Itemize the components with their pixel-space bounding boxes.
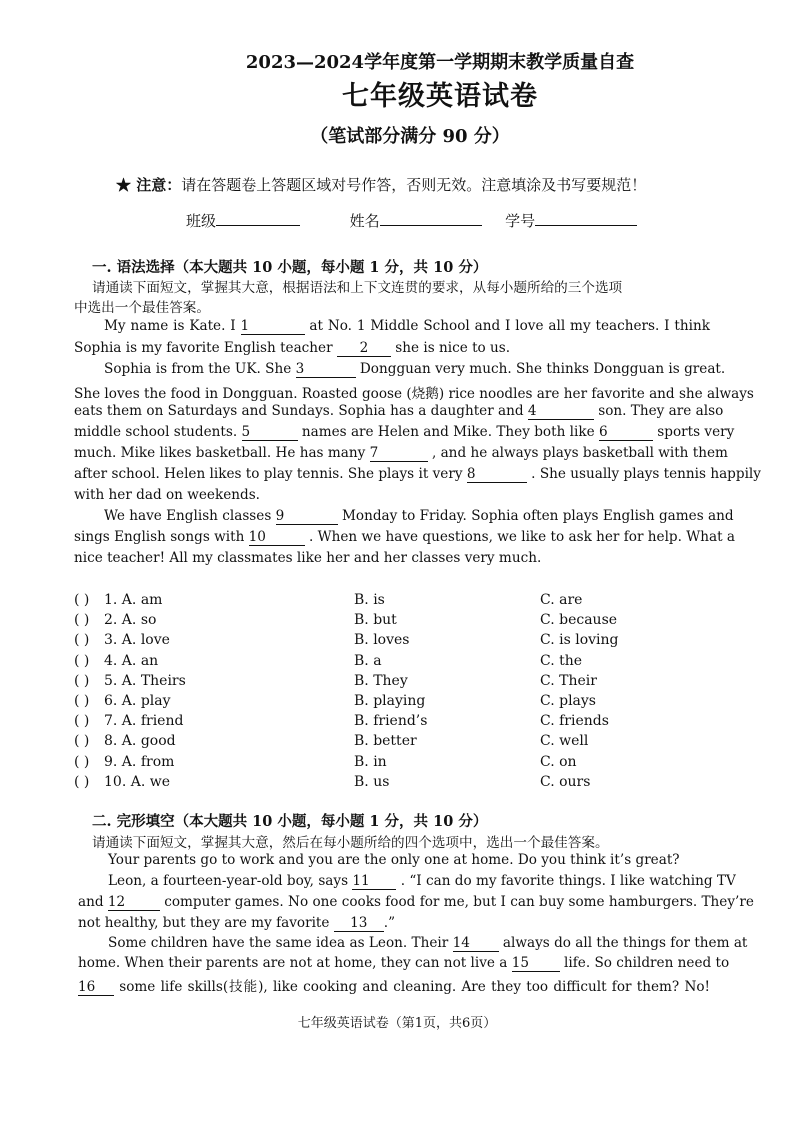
blank-6[interactable]: 6 <box>599 424 653 441</box>
passage1-line <box>74 340 710 357</box>
number-field-line[interactable] <box>535 211 637 226</box>
option-row <box>74 774 714 794</box>
option-c: C. the <box>540 652 583 669</box>
passage-text: Dongguan very much. She thinks Dongguan is great. <box>359 361 726 377</box>
option-c: C. because <box>540 612 618 629</box>
option-a: 4. A. an <box>104 652 159 669</box>
option-c: C. plays <box>540 693 596 709</box>
exam-year-heading: 2023—2024学年度第一学期期末教学质量自查 <box>245 52 635 73</box>
passage2-line <box>74 466 761 483</box>
passage-text: Sophia is my favorite English teacher <box>74 340 333 356</box>
passage2-line <box>74 403 724 420</box>
page-footer: 七年级英语试卷（第1页，共6页） <box>297 1016 497 1031</box>
option-a: 6. A. play <box>104 693 171 709</box>
passage-text: son. They are also <box>598 403 724 419</box>
passage4-line <box>108 935 748 952</box>
passage-text: after school. Helen likes to play tennis. She plays it very <box>74 466 463 482</box>
option-a: 9. A. from <box>104 753 175 770</box>
passage4-line <box>78 894 754 911</box>
passage-text: eats them on Saturdays and Sundays. Sophia has a daughter and <box>74 403 524 419</box>
passage4-line <box>78 915 710 932</box>
blank-10[interactable]: 10 <box>249 529 305 546</box>
option-c: C. ours <box>540 773 591 790</box>
passage-text: . When we have questions, we like to ask her for help. What a <box>308 529 735 545</box>
blank-4[interactable]: 4 <box>528 403 594 420</box>
blank-12[interactable]: 12 <box>108 894 160 911</box>
passage-text: and <box>78 894 104 910</box>
option-c: C. on <box>540 753 577 770</box>
passage-text: she is nice to us. <box>395 340 511 356</box>
passage-text: computer games. No one cooks food for me, but I can buy some hamburgers. They’re <box>164 894 754 910</box>
blank-16[interactable]: 16 <box>78 979 114 996</box>
passage-text: Leon, a fourteen-year-old boy, says <box>108 873 349 889</box>
option-row <box>74 754 714 774</box>
option-a: 10. A. we <box>104 773 170 790</box>
option-row <box>74 592 714 612</box>
answer-paren[interactable]: ( ) <box>74 672 90 689</box>
passage-text: My name is Kate. I <box>104 318 236 334</box>
option-b: B. loves <box>354 632 410 649</box>
option-row <box>74 653 714 673</box>
answer-paren[interactable]: ( ) <box>74 713 90 730</box>
option-a: 7. A. friend <box>104 713 184 730</box>
option-a: 5. A. Theirs <box>104 672 186 689</box>
option-b: B. but <box>354 612 397 629</box>
option-row <box>74 632 714 652</box>
answer-paren[interactable]: ( ) <box>74 773 90 790</box>
option-row <box>74 673 714 693</box>
passage-text: Monday to Friday. Sophia often plays English games and <box>341 508 734 524</box>
section1-instruction-2: 中选出一个最佳答案。 <box>74 300 210 316</box>
class-field-label: 班级 <box>186 212 217 230</box>
passage-text: at No. 1 Middle School and I love all my teachers. I think <box>309 318 710 334</box>
blank-14[interactable]: 14 <box>453 935 499 952</box>
passage-text: Sophia is from the UK. She <box>104 361 292 377</box>
section2-instruction: 请通读下面短文，掌握其大意，然后在每小题所给的四个选项中，选出一个最佳答案。 <box>92 835 609 851</box>
blank-9[interactable]: 9 <box>276 508 338 525</box>
passage-text: life. So children need to <box>564 955 730 971</box>
option-b: B. friend’s <box>354 713 428 730</box>
answer-paren[interactable]: ( ) <box>74 612 90 629</box>
student-info-fields <box>186 210 637 231</box>
option-c: C. are <box>540 592 583 608</box>
section1-instruction-1: 请通读下面短文，掌握其大意，根据语法和上下文连贯的要求，从每小题所给的三个选项 <box>92 280 623 296</box>
option-c: C. well <box>540 733 589 750</box>
option-a: 2. A. so <box>104 612 157 629</box>
passage-text: names are Helen and Mike. They both like <box>301 424 595 440</box>
passage3-line: nice teacher! All my classmates like her and her classes very much. <box>74 550 542 566</box>
answer-paren[interactable]: ( ) <box>74 693 90 709</box>
passage2-line: with her dad on weekends. <box>74 487 260 503</box>
option-b: B. They <box>354 672 408 689</box>
option-a: 8. A. good <box>104 733 176 750</box>
section2-title: 二. 完形填空（本大题共 10 小题，每小题 1 分，共 10 分） <box>92 813 488 830</box>
answer-paren[interactable]: ( ) <box>74 733 90 750</box>
passage-text: middle school students. <box>74 424 238 440</box>
passage-text: much. Mike likes basketball. He has many <box>74 445 366 461</box>
option-row <box>74 612 714 632</box>
answer-paren[interactable]: ( ) <box>74 592 90 608</box>
answer-paren[interactable]: ( ) <box>74 753 90 770</box>
name-field-label: 姓名 <box>349 212 380 230</box>
passage3-line <box>74 529 735 546</box>
option-row <box>74 713 714 733</box>
blank-15[interactable]: 15 <box>512 955 560 972</box>
name-field-line[interactable] <box>380 211 482 226</box>
notice <box>116 174 646 195</box>
passage-text: , and he always plays basketball with them <box>431 445 728 461</box>
exam-subtitle: （笔试部分满分 90 分） <box>310 126 510 147</box>
passage-text: not healthy, but they are my favorite <box>78 915 330 931</box>
option-c: C. is loving <box>540 632 619 649</box>
blank-8[interactable]: 8 <box>467 466 527 483</box>
blank-11[interactable]: 11 <box>352 873 396 890</box>
option-b: B. playing <box>354 693 426 709</box>
passage-text: sings English songs with <box>74 529 245 545</box>
option-c: C. friends <box>540 713 609 730</box>
option-b: B. is <box>354 592 385 608</box>
option-a: 1. A. am <box>104 592 163 608</box>
number-field-label: 学号 <box>505 212 536 230</box>
passage2-line <box>74 445 728 462</box>
option-b: B. a <box>354 652 382 669</box>
passage3-line <box>104 508 734 525</box>
section1-title: 一. 语法选择（本大题共 10 小题，每小题 1 分，共 10 分） <box>92 259 488 276</box>
class-field-line[interactable] <box>216 211 300 226</box>
passage4-line <box>78 975 710 996</box>
passage-text: .” <box>383 915 396 931</box>
passage-text: . “I can do my favorite things. I like watching TV <box>400 873 736 889</box>
passage4-line: Your parents go to work and you are the only one at home. Do you think it’s great? <box>108 852 680 868</box>
blank-5[interactable]: 5 <box>242 424 298 441</box>
option-b: B. better <box>354 733 417 750</box>
passage-text: Some children have the same idea as Leon. Their <box>108 935 449 951</box>
blank-1[interactable]: 1 <box>241 318 305 335</box>
passage2-line <box>74 424 735 441</box>
passage-text: sports very <box>657 424 735 440</box>
passage2-line <box>104 361 726 378</box>
answer-paren[interactable]: ( ) <box>74 652 90 669</box>
passage-text: . She usually plays tennis happily <box>531 466 761 482</box>
exam-title: 七年级英语试卷 <box>342 81 538 112</box>
option-row <box>74 733 714 753</box>
passage1-line <box>104 318 710 335</box>
option-b: B. in <box>354 753 387 770</box>
notice-label: ★ 注意： <box>116 176 182 194</box>
option-c: C. Their <box>540 672 597 689</box>
blank-3[interactable]: 3 <box>296 361 356 378</box>
answer-paren[interactable]: ( ) <box>74 632 90 649</box>
passage-text: some life skills(技能), like cooking and cleaning. Are they too difficult for them? No! <box>119 979 710 995</box>
option-row <box>74 693 714 713</box>
option-b: B. us <box>354 773 390 790</box>
passage-text: home. When their parents are not at home, they can not live a <box>78 955 508 971</box>
passage4-line <box>108 873 736 890</box>
blank-13[interactable]: 13 <box>334 915 384 932</box>
passage-text: We have English classes <box>104 508 272 524</box>
blank-2[interactable]: 2 <box>337 340 391 357</box>
option-a: 3. A. love <box>104 632 170 649</box>
passage-text: always do all the things for them at <box>502 935 748 951</box>
passage4-line <box>78 955 730 972</box>
passage2-line: She loves the food in Dongguan. Roasted goose (烧鹅) rice noodles are her favorite and she always <box>74 386 754 402</box>
blank-7[interactable]: 7 <box>370 445 428 462</box>
notice-text: 请在答题卷上答题区域对号作答，否则无效。注意填涂及书写要规范！ <box>181 176 647 194</box>
